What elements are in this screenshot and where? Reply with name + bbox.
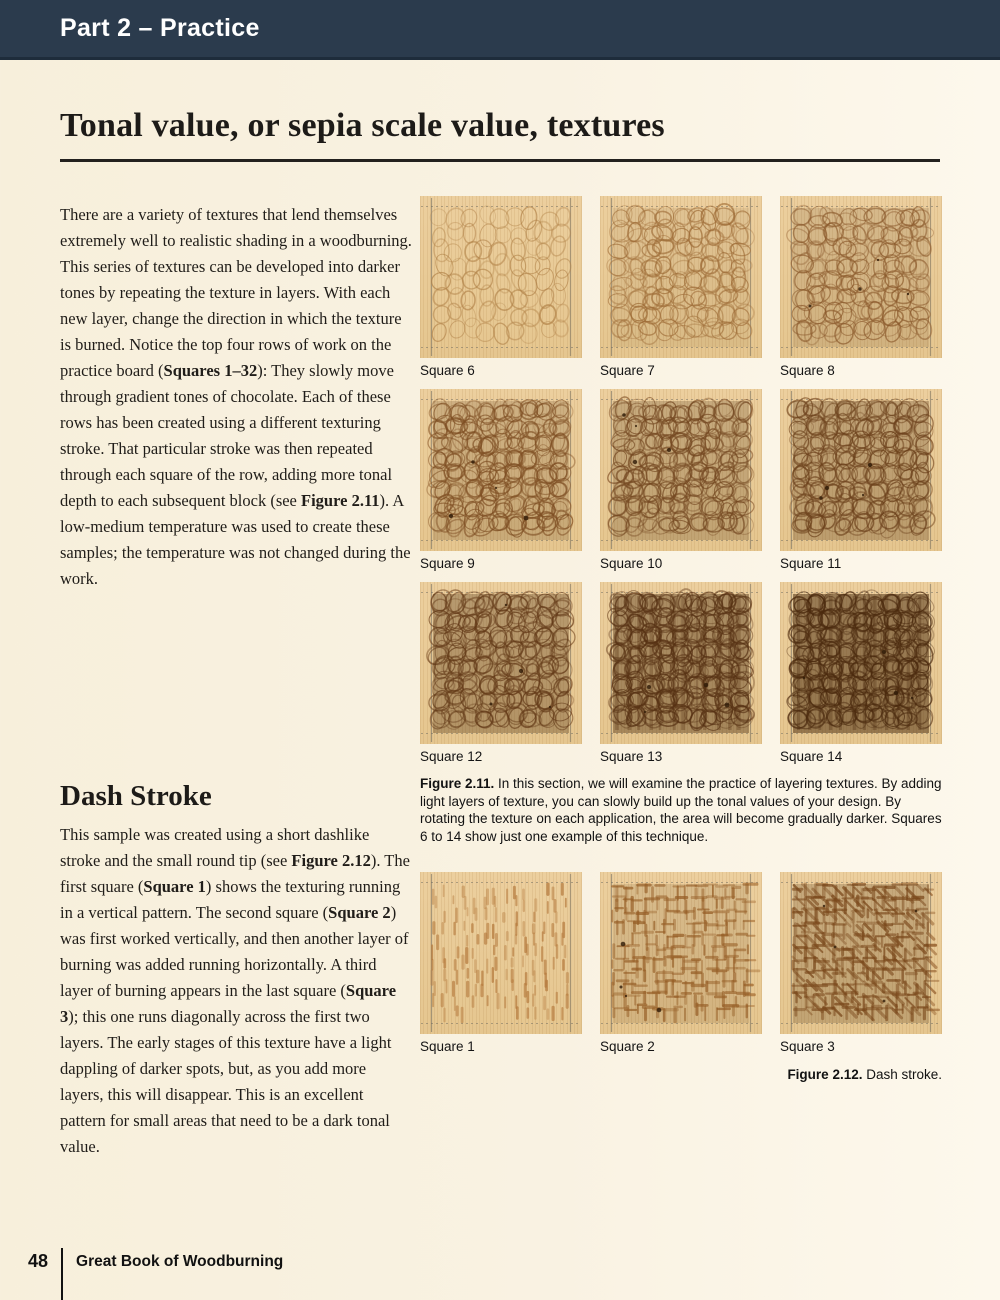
texture-label: Square 12 xyxy=(420,749,483,764)
texture-cell xyxy=(420,872,582,1056)
texture-cell xyxy=(420,196,582,380)
texture-cell xyxy=(600,389,762,573)
figure-2-12-caption xyxy=(420,1066,942,1084)
header-bar xyxy=(0,0,1000,60)
texture-label: Square 1 xyxy=(420,1039,475,1054)
page-title: Tonal value, or sepia scale value, textures xyxy=(60,107,665,144)
texture-row-2 xyxy=(420,389,942,573)
texture-image-square-7 xyxy=(600,196,762,358)
texture-image-square-8 xyxy=(780,196,942,358)
texture-label: Square 8 xyxy=(780,363,835,378)
texture-label: Square 7 xyxy=(600,363,655,378)
texture-cell xyxy=(780,872,942,1056)
footer-divider xyxy=(61,1248,63,1300)
figure-2-11-caption xyxy=(420,775,948,845)
texture-image-square-3 xyxy=(780,872,942,1034)
page-number: 48 xyxy=(28,1251,49,1271)
main-content xyxy=(60,196,940,1160)
texture-label: Square 10 xyxy=(600,556,663,571)
intro-paragraph: There are a variety of textures that lend themselves extremely well to realistic shading in a woodburning. This series of textures can be developed into darker tones by repeating the texture in layers. With each new layer, change the direction in which the texture is burned. Notice the top four rows of work on the practice board (Squares 1–32): They slowly move through gradient tones of chocolate. Each of these rows has been created using a different texturing stroke. That particular stroke was then repeated through each square of the row, adding more tonal depth to each subsequent block (see Figure 2.11). A low-medium temperature was used to create these samples; the temperature was not changed during the work. xyxy=(60,205,412,588)
figure-2-12-text: Dash stroke. xyxy=(862,1067,942,1082)
texture-cell xyxy=(780,196,942,380)
texture-label: Square 2 xyxy=(600,1039,655,1054)
texture-label: Square 9 xyxy=(420,556,475,571)
figure-2-11-label: Figure 2.11. xyxy=(420,776,495,791)
texture-label: Square 6 xyxy=(420,363,475,378)
texture-image-square-13 xyxy=(600,582,762,744)
texture-image-square-6 xyxy=(420,196,582,358)
texture-cell xyxy=(780,582,942,766)
dash-stroke-heading: Dash Stroke xyxy=(60,780,212,812)
texture-image-square-2 xyxy=(600,872,762,1034)
texture-image-square-12 xyxy=(420,582,582,744)
dash-texture-row xyxy=(420,872,942,1056)
texture-image-square-1 xyxy=(420,872,582,1034)
texture-cell xyxy=(420,582,582,766)
texture-image-square-9 xyxy=(420,389,582,551)
figures-column xyxy=(420,196,942,1160)
figure-2-12-label: Figure 2.12. xyxy=(787,1067,863,1082)
texture-cell xyxy=(780,389,942,573)
footer xyxy=(28,1242,283,1294)
texture-label: Square 14 xyxy=(780,749,843,764)
texture-row-3 xyxy=(420,582,942,766)
texture-label: Square 11 xyxy=(780,556,842,571)
texture-cell xyxy=(600,196,762,380)
figure-2-11-text: In this section, we will examine the practice of layering textures. By adding light layers of texture, you can slowly build up the tonal values of your design. By rotating the texture on each application, the area will become gradually darker. Squares 6 to 14 show just one example of this technique. xyxy=(420,776,942,844)
texture-label: Square 13 xyxy=(600,749,663,764)
texture-image-square-11 xyxy=(780,389,942,551)
texture-row-1 xyxy=(420,196,942,380)
dash-stroke-paragraph: This sample was created using a short dashlike stroke and the small round tip (see Figure 2.12). The first square (Square 1) shows the texturing running in a vertical pattern. The second square (Square 2) was first worked vertically, and then another layer of burning was added running horizontally. A third layer of burning appears in the last square (Square 3); this one runs diagonally across the first two layers. The early stages of this texture have a light dappling of darker spots, but, as you add more layers, this will disappear. This is an excellent pattern for small areas that need to be a dark tonal value. xyxy=(60,825,410,1156)
texture-cell xyxy=(600,872,762,1056)
texture-label: Square 3 xyxy=(780,1039,835,1054)
texture-image-square-14 xyxy=(780,582,942,744)
texture-image-square-10 xyxy=(600,389,762,551)
part-label: Part 2 – Practice xyxy=(60,14,260,42)
texture-cell xyxy=(420,389,582,573)
text-column xyxy=(60,196,412,1160)
title-rule xyxy=(60,159,940,162)
texture-cell xyxy=(600,582,762,766)
book-title: Great Book of Woodburning xyxy=(76,1253,284,1270)
